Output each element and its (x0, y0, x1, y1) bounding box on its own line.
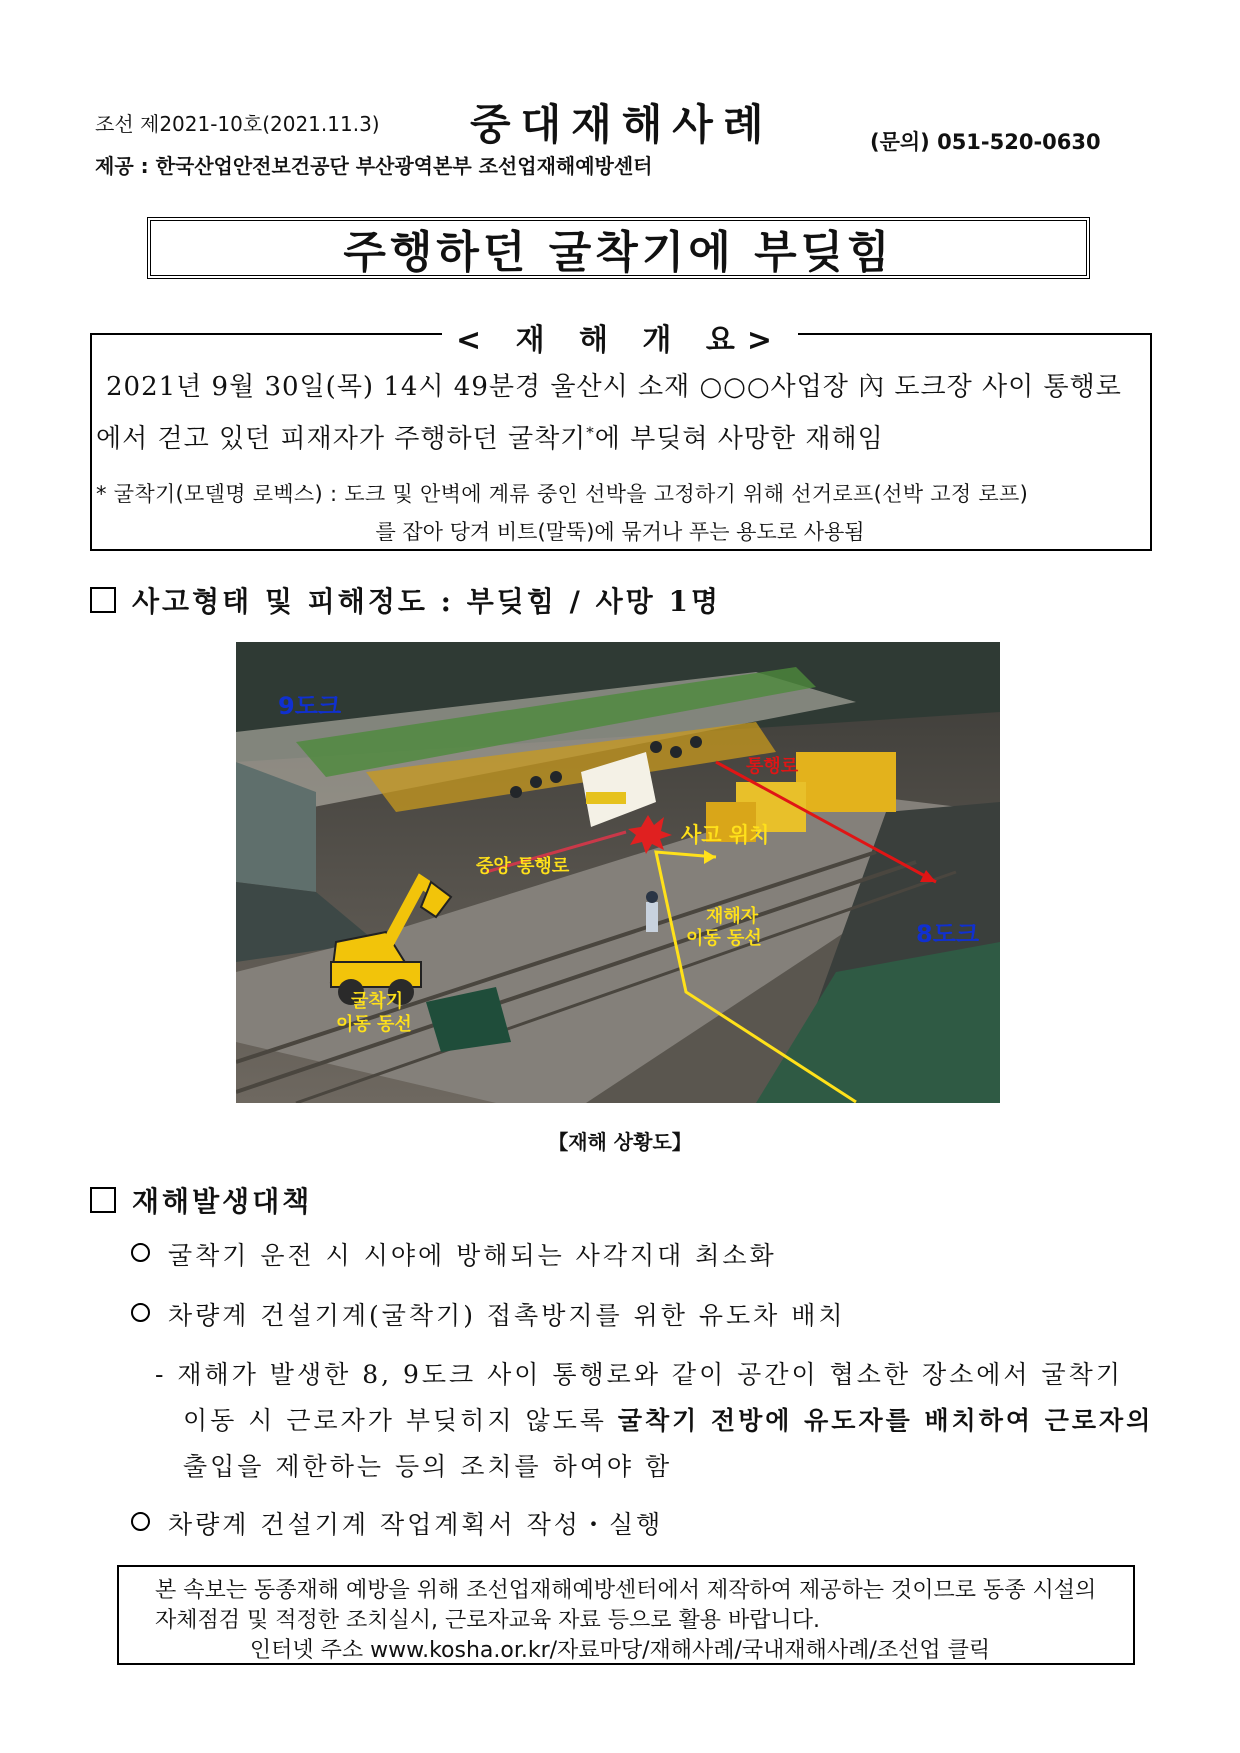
overview-line-2b: 에 부딪혀 사망한 재해임 (594, 424, 884, 454)
measure-2-text: 차량계 건설기계(굴착기) 접촉방지를 위한 유도차 배치 (168, 1301, 846, 1330)
accident-scene-drawing (236, 642, 1000, 1103)
contact-number: (문의) 051-520-0630 (870, 130, 1101, 154)
circle-bullet-icon (131, 1512, 150, 1531)
section-accident-type-text: 사고형태 및 피해정도 : 부딪힘 / 사망 1명 (132, 585, 722, 618)
measure-1-text: 굴착기 운전 시 시야에 방해되는 사각지대 최소화 (168, 1241, 777, 1270)
provider-line: 제공 : 한국산업안전보건공단 부산광역본부 조선업재해예방센터 (95, 154, 653, 178)
photo-caption: 【재해 상황도】 (548, 1130, 692, 1154)
footer-line-3: 인터넷 주소 www.kosha.or.kr/자료마당/재해사례/국내재해사례/조선업 클릭 (249, 1638, 991, 1663)
footnote-line-2: 를 잡아 당겨 비트(말뚝)에 묶거나 푸는 용도로 사용됨 (375, 520, 865, 544)
section-accident-type (90, 580, 721, 620)
label-victim-2: 이동 동선 (686, 928, 762, 949)
label-excavator-1: 굴착기 (351, 991, 404, 1012)
measure-2-detail-1: - 재해가 발생한 8, 9도크 사이 통행로와 같이 공간이 협소한 장소에서 굴착기 (155, 1360, 1123, 1389)
overview-label-wrap (0, 315, 1240, 359)
checkbox-icon (90, 1187, 116, 1213)
label-passage: 통행로 (746, 756, 799, 777)
measure-2-detail-3: 출입을 제한하는 등의 조치를 하여야 함 (183, 1452, 673, 1481)
measure-2 (131, 1296, 846, 1332)
checkbox-icon (90, 587, 116, 613)
overview-label: < 재 해 개 요> (442, 323, 798, 358)
section-countermeasures-text: 재해발생대책 (132, 1185, 313, 1218)
overview-line-1: 2021년 9월 30일(목) 14시 49분경 울산시 소재 ○○○사업장 內 도크장 사이 통행로 (106, 372, 1122, 402)
main-title: 중대재해사례 (470, 100, 774, 149)
label-excavator-2: 이동 동선 (336, 1014, 412, 1035)
circle-bullet-icon (131, 1243, 150, 1262)
document-number: 조선 제2021-10호(2021.11.3) (95, 112, 380, 136)
measure-2-detail-2a: 이동 시 근로자가 부딪히지 않도록 (183, 1406, 618, 1435)
overview-line-2a: 에서 걷고 있던 피재자가 주행하던 굴착기 (96, 424, 587, 454)
label-victim-1: 재해자 (706, 906, 759, 927)
incident-title: 주행하던 굴착기에 부딪힘 (343, 227, 894, 278)
footer-line-2: 자체점검 및 적정한 조치실시, 근로자교육 자료 등으로 활용 바랍니다. (155, 1608, 820, 1633)
label-dock9: 9도크 (278, 692, 342, 720)
section-countermeasures (90, 1180, 312, 1220)
incident-title-box (147, 217, 1090, 279)
label-accident-location: 사고 위치 (681, 823, 770, 847)
overview-line-2 (96, 418, 884, 455)
footer-line-1: 본 속보는 동종재해 예방을 위해 조선업재해예방센터에서 제작하여 제공하는 것이므로 동종 시설의 (155, 1578, 1097, 1603)
measure-2-detail-2b: 굴착기 전방에 유도자를 배치하여 근로자의 (617, 1406, 1154, 1435)
footnote-marker: * (586, 423, 595, 442)
accident-situation-photo (236, 642, 1000, 1103)
measure-1 (131, 1236, 777, 1272)
measure-2-detail-2 (183, 1401, 1153, 1437)
footnote-line-1: * 굴착기(모델명 로벡스) : 도크 및 안벽에 계류 중인 선박을 고정하기 위해 선거로프(선박 고정 로프) (96, 482, 1029, 506)
label-central-passage: 중앙 통행로 (476, 856, 570, 877)
circle-bullet-icon (131, 1303, 150, 1322)
measure-3 (131, 1505, 663, 1541)
measure-3-text: 차량계 건설기계 작업계획서 작성・실행 (168, 1510, 664, 1539)
label-dock8: 8도크 (916, 920, 980, 948)
